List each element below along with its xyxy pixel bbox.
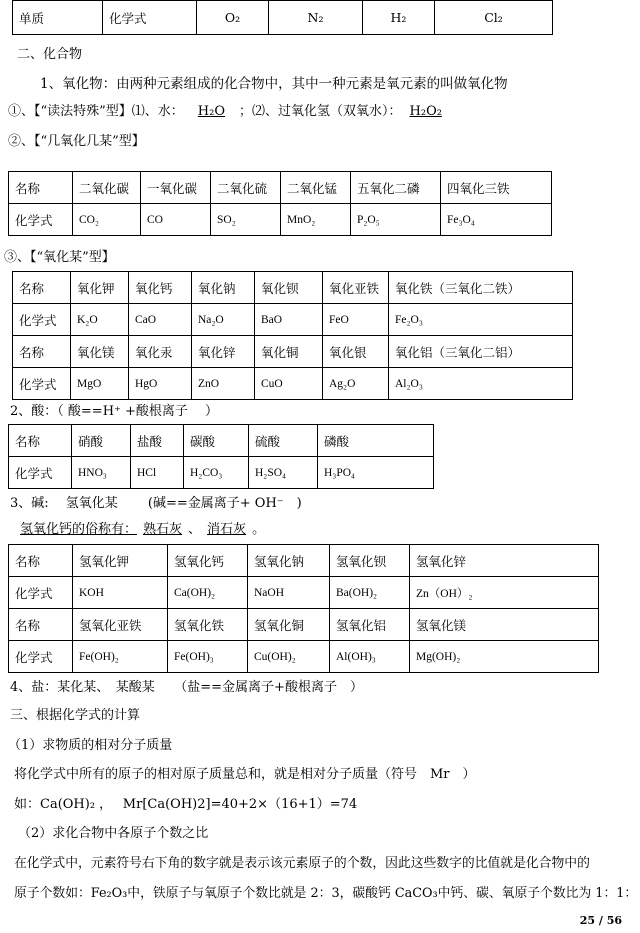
table-cell: H₂CO₃	[184, 457, 249, 489]
table-cell: 名称	[13, 336, 71, 368]
table-cell: 四氧化三铁	[441, 172, 552, 204]
table-cell: 氧化铜	[255, 336, 323, 368]
slaked-lime-line	[20, 518, 265, 537]
table-cell: 二氧化碳	[73, 172, 141, 204]
calc2-text-line2: 原子个数如：Fe₂O₃中，铁原子与氧原子个数比就是 2：3，碳酸钙 CaCO₃中钙、碳、氧原子个数比为 1：1：	[14, 886, 638, 901]
table-cell: 名称	[9, 609, 73, 641]
oxide-definition: 1、氧化物：由两种元素组成的化合物中，其中一种元素是氧元素的叫做氧化物	[40, 76, 508, 92]
table-cell: 名称	[9, 545, 73, 577]
table-cell: BaO	[255, 304, 323, 336]
table-cell: 氧化钙	[129, 272, 192, 304]
table-cell: 单质	[13, 1, 103, 35]
special-mid: ；⑵、过氧化氢（双氧水）：	[239, 104, 402, 119]
table-cell: FeO	[323, 304, 389, 336]
table-cell: K₂O	[71, 304, 129, 336]
slaked-name-a: 熟石灰	[143, 522, 183, 537]
calc1-heading: （1）求物质的相对分子质量	[8, 738, 173, 753]
calc2-heading: （2）求化合物中各原子个数之比	[18, 826, 209, 841]
table-cell: Al(OH)₃	[330, 641, 410, 673]
table-cell: 氧化银	[323, 336, 389, 368]
table-cell: 化学式	[9, 457, 72, 489]
table-cell: 氧化钾	[71, 272, 129, 304]
slaked-end: 。	[252, 522, 266, 537]
oxide-prefix-table	[8, 171, 552, 236]
section2-heading: 二、化合物	[17, 47, 83, 62]
table-cell: 五氧化二磷	[351, 172, 441, 204]
water-formula: H₂O	[197, 104, 226, 119]
table-cell: Ba(OH)₂	[330, 577, 410, 609]
table-cell: 氧化铁（三氧化二铁）	[389, 272, 573, 304]
table-cell: HNO₃	[72, 457, 131, 489]
table-cell: 化学式	[13, 304, 71, 336]
table-cell: P₂O₅	[351, 204, 441, 236]
table-cell: 氧化铝（三氧化二铝）	[389, 336, 573, 368]
table-cell: 名称	[13, 272, 71, 304]
table-cell: 氢氧化钡	[330, 545, 410, 577]
type3-heading: ③、【“氧化某”型】	[4, 250, 115, 265]
calc1-text: 将化学式中所有的原子的相对原子质量总和，就是相对分子质量（符号 Mr ）	[14, 767, 476, 782]
calc2-text-line1: 在化学式中，元素符号右下角的数字就是表示该元素原子的个数，因此这些数字的比值就是化合物中的	[14, 856, 590, 871]
table-cell: 氢氧化铁	[168, 609, 248, 641]
table-cell: 碳酸	[184, 425, 249, 457]
table-cell: 氧化汞	[129, 336, 192, 368]
salt-line: 4、盐：某化某、 某酸某 （盐==金属离子+酸根离子 ）	[10, 680, 363, 695]
table-cell: Fe₂O₃	[389, 304, 573, 336]
page-number: 25 / 56	[579, 914, 622, 927]
table-cell: 化学式	[13, 368, 71, 400]
table-cell: 化学式	[9, 204, 73, 236]
acid-line: 2、酸：（ 酸==H⁺ +酸根离子 ）	[10, 404, 219, 419]
acid-table	[8, 424, 434, 489]
table-cell: 氢氧化亚铁	[73, 609, 168, 641]
table-cell: Fe₃O₄	[441, 204, 552, 236]
table-cell: 化学式	[103, 1, 197, 35]
table-cell: Cl₂	[435, 1, 553, 35]
table-cell: KOH	[73, 577, 168, 609]
table-cell: SO₂	[211, 204, 281, 236]
table-cell: Al₂O₃	[389, 368, 573, 400]
table-cell: Zn（OH）₂	[410, 577, 599, 609]
table-cell: 硝酸	[72, 425, 131, 457]
section3-heading: 三、根据化学式的计算	[10, 708, 141, 723]
table-cell: Fe(OH)₃	[168, 641, 248, 673]
table-cell: HgO	[129, 368, 192, 400]
table-cell: 氢氧化铜	[248, 609, 330, 641]
table-cell: Na₂O	[192, 304, 255, 336]
special-reading-line	[8, 100, 454, 119]
table-cell: 氢氧化铝	[330, 609, 410, 641]
calc1-example: 如：Ca(OH)₂ ， Mr[Ca(OH)2]=40+2×（16+1）=74	[14, 797, 358, 812]
table-cell: Fe(OH)₂	[73, 641, 168, 673]
table-cell: 磷酸	[318, 425, 434, 457]
elements-table	[12, 0, 553, 35]
slaked-sep: 、	[188, 522, 202, 537]
table-cell: 二氧化硫	[211, 172, 281, 204]
table-cell: N₂	[269, 1, 363, 35]
table-cell: H₂SO₄	[249, 457, 318, 489]
table-cell: 氧化锌	[192, 336, 255, 368]
table-cell: CO₂	[73, 204, 141, 236]
table-cell: CaO	[129, 304, 192, 336]
slaked-name-b: 消石灰	[207, 522, 247, 537]
oxide-table	[12, 271, 573, 400]
table-cell: NaOH	[248, 577, 330, 609]
slaked-prefix: 氢氧化钙的俗称有：	[20, 522, 138, 537]
table-cell: CuO	[255, 368, 323, 400]
base-table	[8, 544, 599, 673]
table-cell: Ag₂O	[323, 368, 389, 400]
table-cell: HCl	[131, 457, 184, 489]
table-cell: 氢氧化镁	[410, 609, 599, 641]
table-cell: Mg(OH)₂	[410, 641, 599, 673]
table-cell: H₂	[363, 1, 435, 35]
table-cell: Ca(OH)₂	[168, 577, 248, 609]
table-cell: 氧化钡	[255, 272, 323, 304]
table-cell: 化学式	[9, 641, 73, 673]
table-cell: ZnO	[192, 368, 255, 400]
table-cell: 名称	[9, 425, 72, 457]
table-cell: 名称	[9, 172, 73, 204]
table-cell: 二氧化锰	[281, 172, 351, 204]
table-cell: 化学式	[9, 577, 73, 609]
table-cell: 氧化镁	[71, 336, 129, 368]
peroxide-formula: H₂O₂	[409, 104, 442, 119]
table-cell: 氢氧化锌	[410, 545, 599, 577]
table-cell: 氢氧化钙	[168, 545, 248, 577]
table-cell: Cu(OH)₂	[248, 641, 330, 673]
table-cell: 氧化钠	[192, 272, 255, 304]
table-cell: 盐酸	[131, 425, 184, 457]
table-cell: MgO	[71, 368, 129, 400]
table-cell: H₃PO₄	[318, 457, 434, 489]
table-cell: O₂	[197, 1, 269, 35]
table-cell: 硫酸	[249, 425, 318, 457]
table-cell: 氢氧化钾	[73, 545, 168, 577]
table-cell: 氧化亚铁	[323, 272, 389, 304]
table-cell: 一氧化碳	[141, 172, 211, 204]
table-cell: 氢氧化钠	[248, 545, 330, 577]
table-cell: CO	[141, 204, 211, 236]
type2-heading: ②、【“几氧化几某”型】	[8, 134, 145, 149]
table-cell: MnO₂	[281, 204, 351, 236]
base-line: 3、碱: 氢氧化某 (碱==金属离子+ OH⁻ )	[10, 496, 302, 511]
special-prefix: ①、【“读法特殊”型】⑴、水：	[8, 104, 184, 119]
